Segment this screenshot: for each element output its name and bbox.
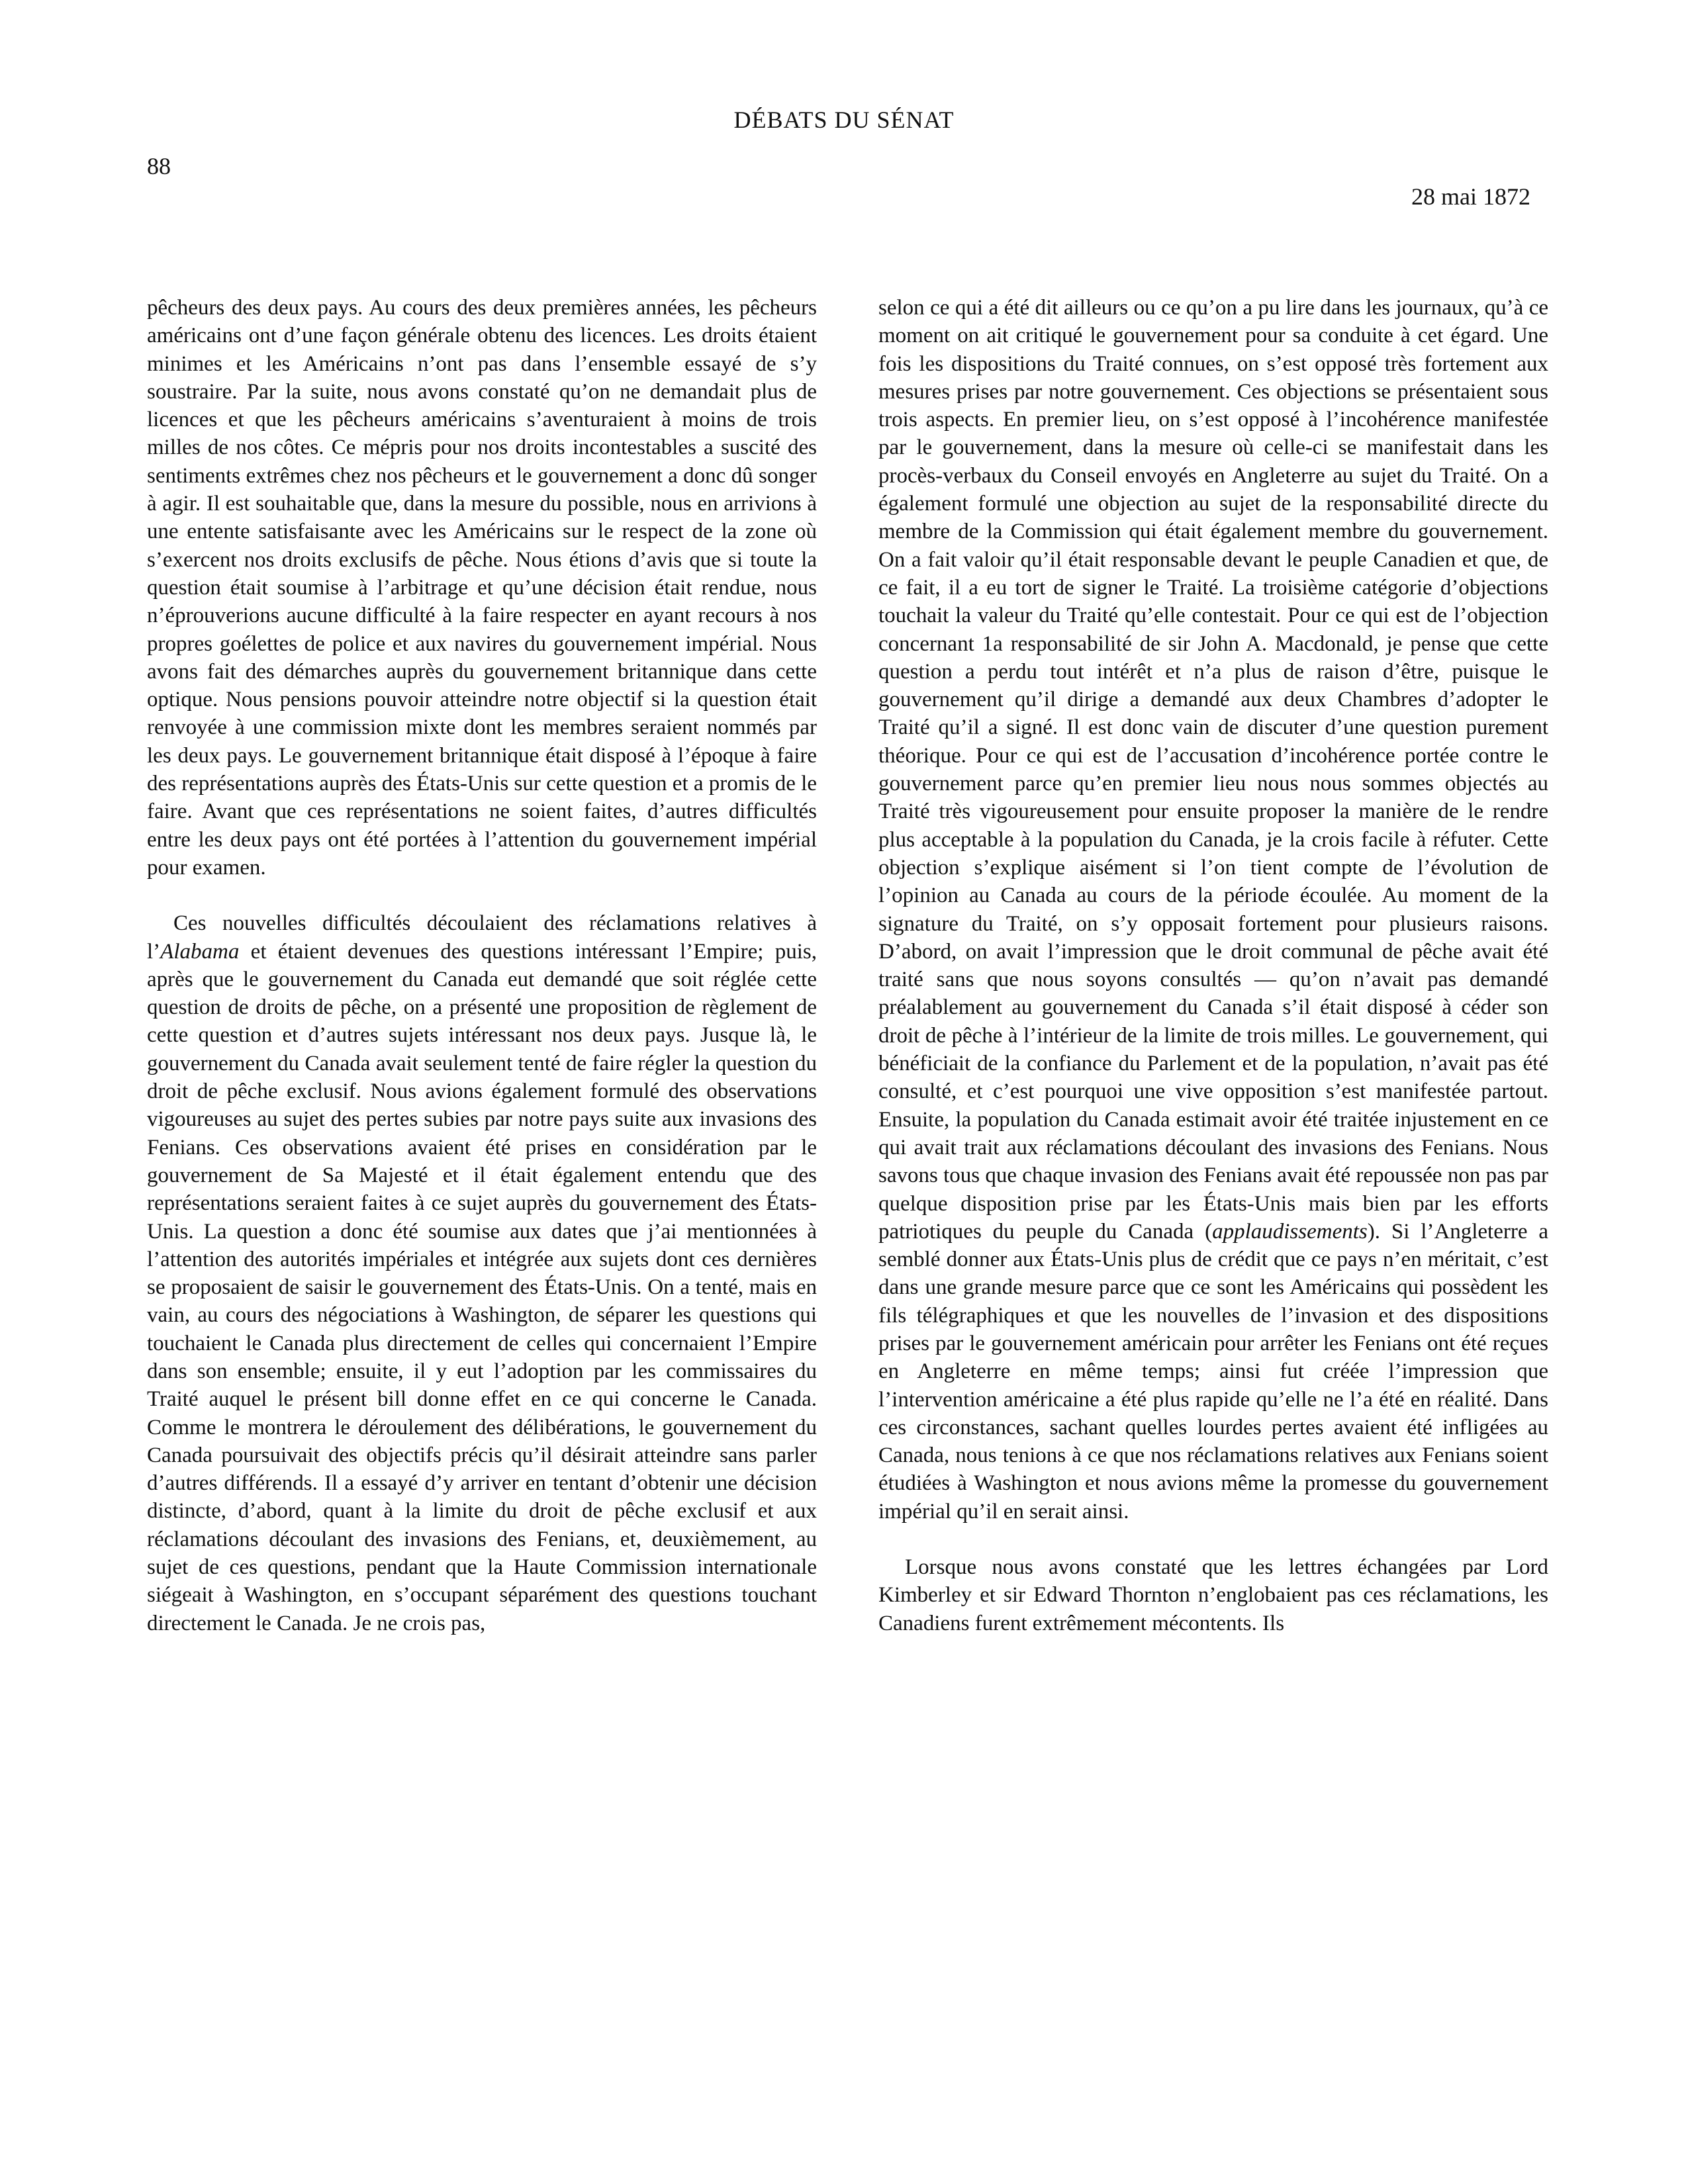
left-paragraph-2-text-a: Ces nouvelles difficultés découlaient des réclamations relatives à l’	[147, 911, 817, 964]
page-date: 28 mai 1872	[1411, 183, 1530, 210]
running-title: DÉBATS DU SÉNAT	[733, 107, 955, 133]
applaudissements-italic: applaudissements	[1212, 1219, 1368, 1244]
right-paragraph-1-text-a: selon ce qui a été dit ailleurs ou ce qu’on a pu lire dans les journaux, qu’à ce moment on ait critiqué le gouvernement pour sa conduite à cet égard. Une fois les dispositions du Traité connues, on s’est opposé très fortement aux mesures prises par notre gouvernement. Ces objections se présentaient sous trois aspects. En premier lieu, on s’est opposé à l’incohérence manifestée par le gouvernement, dans la mesure où celle-ci se manifestait dans les procès-verbaux du Conseil envoyés en Angleterre au sujet du Traité. On a également formulé une objection au sujet de la responsabilité directe du membre de la Commission qui était également membre du gouvernement. On a fait valoir qu’il était responsable devant le peuple Canadien et que, de ce fait, il a eu tort de signer le Traité. La troisième catégorie d’objections touchait la valeur du Traité qu’elle contestait. Pour ce qui est de l’objection concernant 1a responsabilité de sir John A. Macdonald, je pense que cette question a perdu tout intérêt et n’a plus de raison d’être, puisque le gouvernement qu’il dirige a demandé aux deux Chambres d’adopter le Traité qu’il a signé. Il est donc vain de discuter d’une question purement théorique. Pour ce qui est de l’accusation d’incohérence portée contre le gouvernement parce qu’en premier lieu nous nous sommes objectés au Traité très vigoureusement pour ensuite proposer la manière de le rendre plus acceptable à la population du Canada, je la crois facile à réfuter. Cette objection s’explique aisément si l’on tient compte de l’évolution de l’opinion au Canada au cours de la période écoulée. Au moment de la signature du Traité, on s’y opposait fortement pour plusieurs raisons. D’abord, on avait l’impression que le droit communal de pêche avait été traité sans que nous soyons consultés — qu’on n’avait pas demandé préalablement au gouvernement du Canada s’il était disposé à céder son droit de pêche à l’intérieur de la limite de trois milles. Le gouvernement, qui bénéficiait de la confiance du Parlement et de la population, n’avait pas été consulté, et c’est pourquoi une vive opposition s’est manifestée partout. Ensuite, la population du Canada estimait avoir été traitée injustement en ce qui avait trait aux réclamations découlant des invasions des Fenians. Nous savons tous que chaque invasion des Fenians avait été repoussée non pas par quelque disposition prise par les États-Unis mais bien par les efforts patriotiques du peuple du Canada (	[878, 296, 1548, 1244]
left-paragraph-2-text-b: et étaient devenues des questions intéressant l’Empire; puis, après que le gouvernement du Canada eut demandé que soit réglée cette question de droits de pêche, on a présenté une proposition de règlement de cette question et d’autres sujets intéressant nos deux pays. Jusque là, le gouvernement du Canada avait seulement tenté de faire régler la question du droit de pêche exclusif. Nous avions également formulé des observations vigoureuses au sujet des pertes subies par notre pays suite aux invasions des Fenians. Ces observations avaient été prises en considération par le gouvernement de Sa Majesté et il était également entendu que des représentations seraient faites à ce sujet auprès du gouvernement des États-Unis. La question a donc été soumise aux dates que j’ai mentionnées à l’attention des autorités impériales et intégrée aux sujets dont ces dernières se proposaient de saisir le gouvernement des États-Unis. On a tenté, mais en vain, au cours des négociations à Washington, de séparer les questions qui touchaient le Canada plus directement de celles qui concernaient l’Empire dans son ensemble; ensuite, il y eut l’adoption par les commissaires du Traité auquel le présent bill donne effet en ce qui concerne le Canada. Comme le montrera le déroulement des délibérations, le gouvernement du Canada poursuivait des objectifs précis qu’il désirait atteindre sans parler d’autres différends. Il a essayé d’y arriver en tentant d’obtenir une décision distincte, d’abord, quant à la limite du droit de pêche exclusif et aux réclamations découlant des invasions des Fenians, et, deuxièmement, au sujet de ces questions, pendant que la Haute Commission internationale siégeait à Washington, en s’occupant séparément des questions touchant directement le Canada. Je ne crois pas,	[147, 939, 817, 1635]
right-paragraph-1-text-b: ). Si l’Angleterre a semblé donner aux États-Unis plus de crédit que ce pays n’en méritait, c’est dans une grande mesure parce que ce sont les Américains qui possèdent les fils télégraphiques et que les nouvelles de l’invasion et des dispositions prises par le gouvernement américain pour arrêter les Fenians ont été reçues en Angleterre en même temps; ainsi fut créée l’impression que l’intervention américaine a été plus rapide qu’elle ne l’a été en réalité. Dans ces circonstances, sachant quelles lourdes pertes avaient été infligées au Canada, nous tenions à ce que nos réclamations relatives aux Fenians soient étudiées à Washington et nous avions même la promesse du gouvernement impérial qu’il en serait ainsi.	[878, 1219, 1549, 1524]
page-number: 88	[147, 153, 171, 179]
left-column	[147, 294, 817, 1637]
right-paragraph-2: Lorsque nous avons constaté que les lettres échangées par Lord Kimberley et sir Edward Thornton n’englobaient pas ces réclamations, les Canadiens furent extrêmement mécontents. Ils	[878, 1555, 1548, 1635]
left-paragraph-2	[147, 909, 817, 1637]
left-paragraph-1: pêcheurs des deux pays. Au cours des deux premières années, les pêcheurs américains ont d’une façon générale obtenu des licences. Les droits étaient minimes et les Américains n’ont pas dans l’ensemble essayé de s’y soustraire. Par la suite, nous avons constaté qu’on ne demandait plus de licences et que les pêcheurs américains s’aventuraient à moins de trois milles de nos côtes. Ce mépris pour nos droits incontestables a suscité des sentiments extrêmes chez nos pêcheurs et le gouvernement a donc dû songer à agir. Il est souhaitable que, dans la mesure du possible, nous en arrivions à une entente satisfaisante avec les Américains sur le respect de la zone où s’exercent nos droits exclusifs de pêche. Nous étions d’avis que si toute la question était soumise à l’arbitrage et qu’une décision était rendue, nous n’éprouverions aucune difficulté à la faire respecter en ayant recours à nos propres goélettes de police et aux navires du gouvernement impérial. Nous avons fait des démarches auprès du gouvernement britannique dans cette optique. Nous pensions pouvoir atteindre notre objectif si la question était renvoyée à une commission mixte dont les membres seraient nommés par les deux pays. Le gouvernement britannique était disposé à l’époque à faire des représentations auprès des États-Unis sur cette question et a promis de le faire. Avant que ces représentations ne soient faites, d’autres difficultés entre les deux pays ont été portées à l’attention du gouvernement impérial pour examen.	[147, 296, 817, 880]
right-paragraph-1	[878, 294, 1548, 1525]
right-column	[878, 294, 1548, 1637]
alabama-italic: Alabama	[160, 939, 240, 964]
